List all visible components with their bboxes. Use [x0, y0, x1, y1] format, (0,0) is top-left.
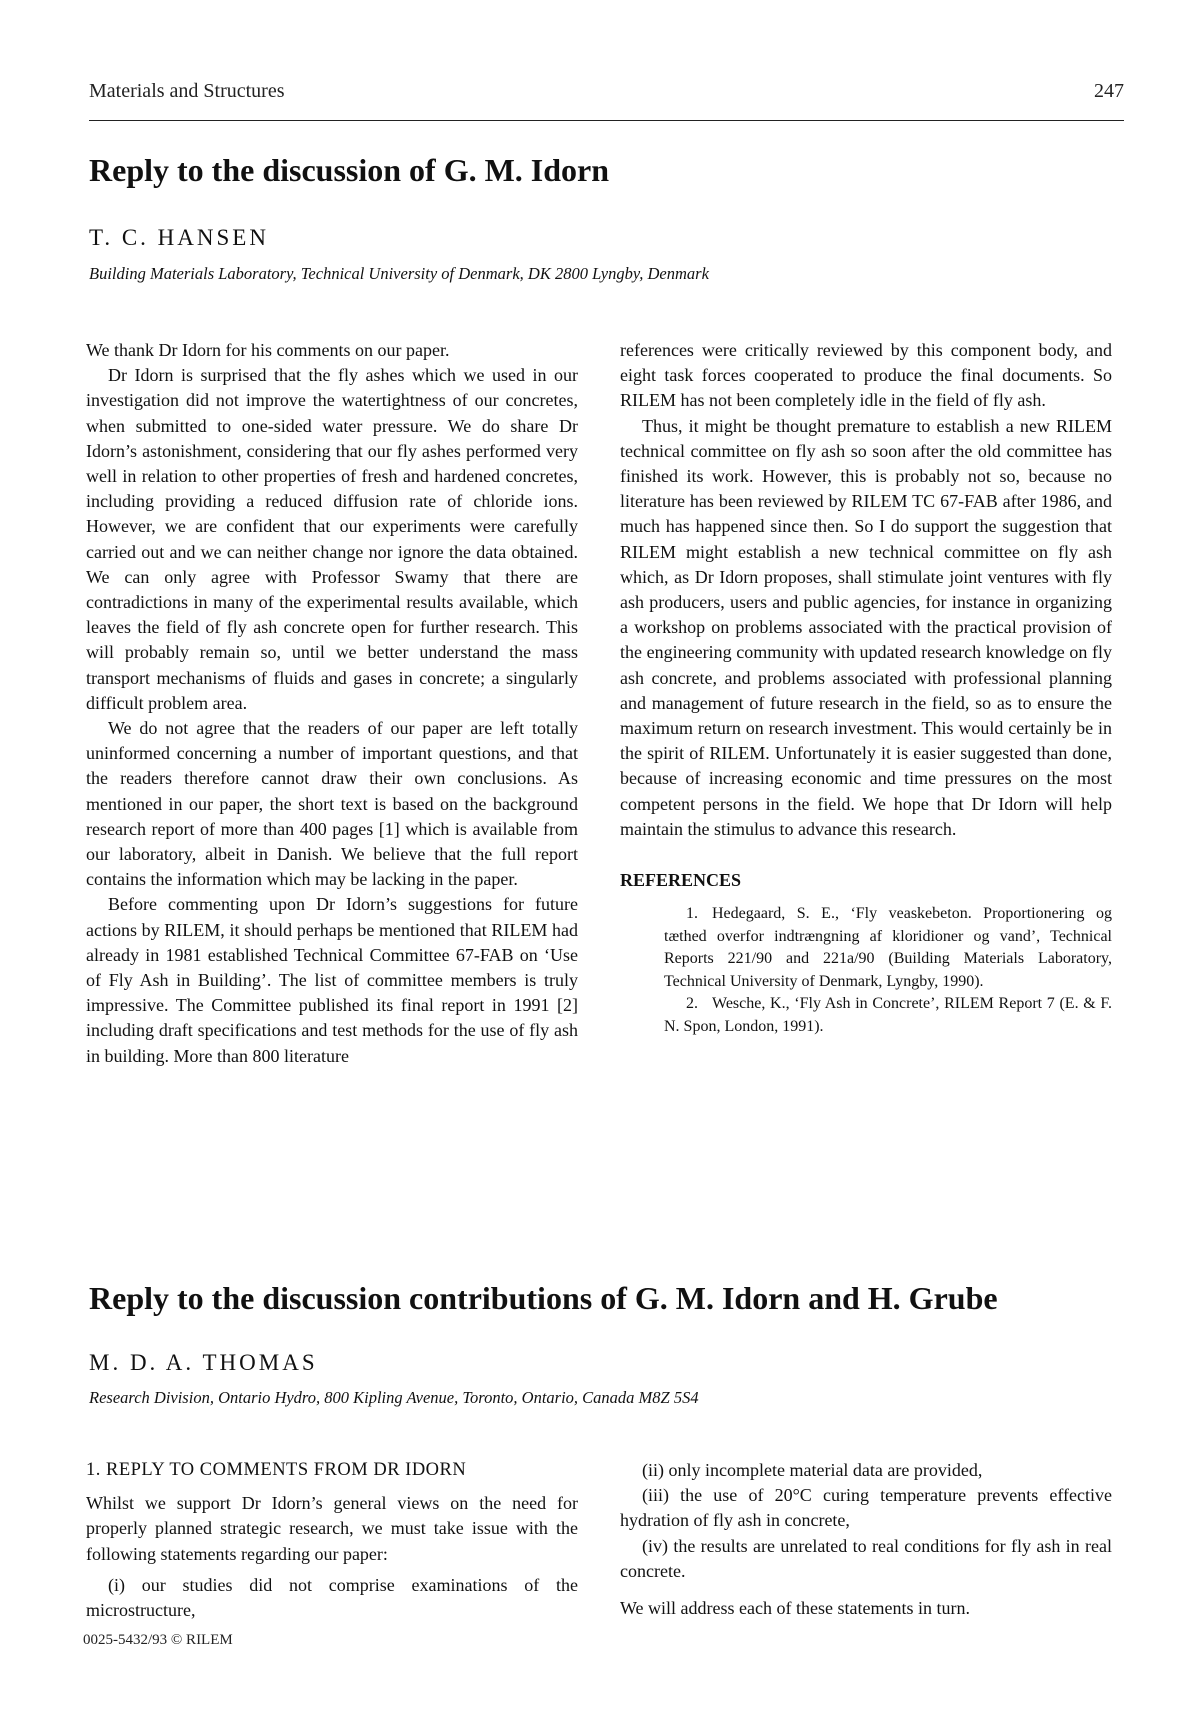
reference-item [620, 993, 1112, 1038]
article1-left-column [86, 338, 578, 1069]
article2-author: M. D. A. THOMAS [89, 1350, 318, 1375]
references-heading: REFERENCES [620, 870, 742, 891]
article1-affiliation: Building Materials Laboratory, Technical University of Denmark, DK 2800 Lyngby, Denmark [89, 264, 709, 283]
article2-right-column [620, 1458, 1112, 1621]
section-heading: 1. REPLY TO COMMENTS FROM DR IDORN [86, 1460, 467, 1480]
article1-author: T. C. HANSEN [89, 225, 269, 250]
paragraph: We do not agree that the readers of our paper are left totally uninformed concerning a number of important questions, and that the readers therefore cannot draw their own conclusions. As mentioned in our paper, the short text is based on the background research report of more than 400 pages [1] which is available from our laboratory, albeit in Danish. We believe that the full report contains the information which may be lacking in the paper. [86, 718, 578, 890]
list-item: (ii) only incomplete material data are provided, [642, 1460, 983, 1480]
article2-left-column [86, 1458, 578, 1623]
paragraph: We thank Dr Idorn for his comments on our paper. [86, 340, 450, 360]
list-item: (i) our studies did not comprise examinations of the microstructure, [86, 1574, 578, 1621]
article1-right-column [620, 338, 1112, 1038]
paragraph: Thus, it might be thought premature to establish a new RILEM technical committee on fly ash so soon after the old committee has finished its work. However, this is probably not so, because no literature has been reviewed by RILEM TC 67-FAB after 1986, and much has happened since then. So I do support the suggestion that RILEM might establish a new technical committee on fly ash which, as Dr Idorn proposes, shall stimulate joint ventures with fly ash producers, users and public agencies, for instance in organizing a workshop on problems associated with the practical provision of the engineering community with updated research knowledge on fly ash concrete, and problems associated with professional planning and management of future research in the field, so as to ensure the maximum return on research investment. This would certainly be in the spirit of RILEM. Unfortunately it is easier suggested than done, because of increasing economic and time pressures on the most competent persons in the field. We hope that Dr Idorn will help maintain the stimulus to advance this research. [620, 415, 1112, 839]
header-rule [89, 120, 1124, 121]
reference-number: 2. [686, 995, 698, 1013]
reference-item [620, 903, 1112, 993]
footer-code: 0025-5432/93 © RILEM [83, 1632, 233, 1648]
paragraph: Before commenting upon Dr Idorn’s suggestions for future actions by RILEM, it should perhaps be mentioned that RILEM had already in 1981 established Technical Committee 67-FAB on ‘Use of Fly Ash in Building’. The list of committee members is truly impressive. The Committee published its final report in 1991 [2] including draft specifications and test methods for the use of fly ash in building. More than 800 literature [86, 894, 578, 1066]
list-item: (iii) the use of 20°C curing temperature prevents effective hydration of fly ash in concrete, [620, 1485, 1112, 1531]
reference-text: Hedegaard, S. E., ‘Fly veaskebeton. Proportionering og tæthed overfor indtrængning af kloridioner og vand’, Technical Reports 221/90 and 221a/90 (Building Materials Laboratory, Technical University of Denmark, Lyngby, 1990). [664, 905, 1112, 990]
running-head [89, 80, 1124, 110]
article1-title: Reply to the discussion of G. M. Idorn [89, 152, 610, 188]
reference-number: 1. [686, 905, 698, 923]
reference-text: Wesche, K., ‘Fly Ash in Concrete’, RILEM Report 7 (E. & F. N. Spon, London, 1991). [664, 995, 1112, 1035]
paragraph: references were critically reviewed by this component body, and eight task forces cooperated to produce the final documents. So RILEM has not been completely idle in the field of fly ash. [620, 340, 1112, 411]
page-number: 247 [1094, 80, 1124, 102]
paragraph: Dr Idorn is surprised that the fly ashes which we used in our investigation did not improve the watertightness of our concretes, when submitted to one-sided water pressure. We do share Dr Idorn’s astonishment, considering that our fly ashes performed very well in relation to other properties of fresh and hardened concretes, including providing a reduced diffusion rate of chloride ions. However, we are confident that our experiments were carefully carried out and we can neither change nor ignore the data obtained. We can only agree with Professor Swamy that there are contradictions in many of the experimental results available, which leaves the field of fly ash concrete open for further research. This will probably remain so, until we better understand the mass transport mechanisms of fluids and gases in concrete; a singularly difficult problem area. [86, 365, 578, 713]
article2-affiliation: Research Division, Ontario Hydro, 800 Kipling Avenue, Toronto, Ontario, Canada M8Z 5S4 [89, 1388, 699, 1407]
list-item: (iv) the results are unrelated to real conditions for fly ash in real concrete. [620, 1535, 1112, 1581]
paragraph: Whilst we support Dr Idorn’s general views on the need for properly planned strategic research, we must take issue with the following statements regarding our paper: [86, 1493, 578, 1564]
journal-name: Materials and Structures [89, 80, 285, 102]
paragraph: We will address each of these statements in turn. [620, 1598, 970, 1619]
article2-title: Reply to the discussion contributions of G. M. Idorn and H. Grube [89, 1280, 998, 1316]
